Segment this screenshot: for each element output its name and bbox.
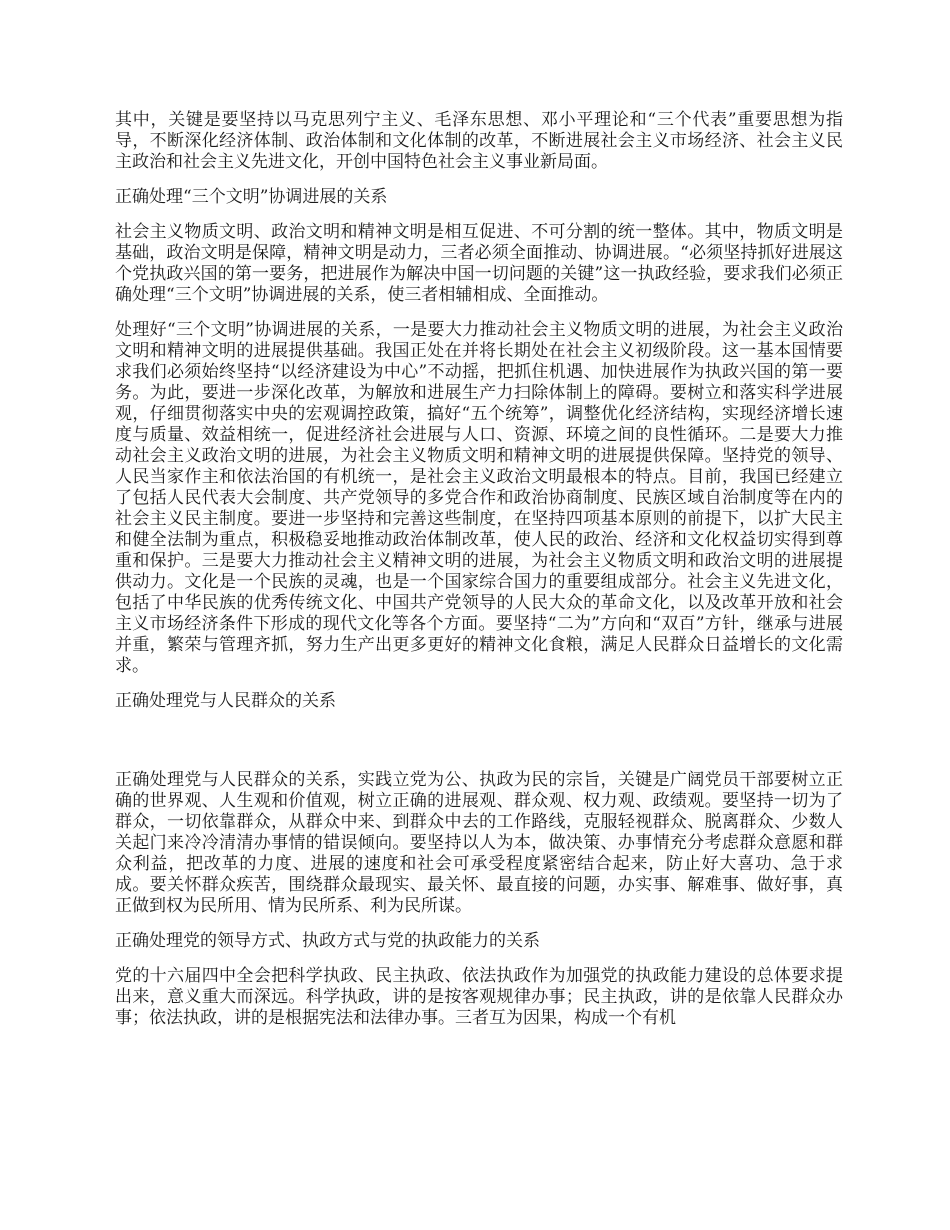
paragraph-party-masses: 正确处理党与人民群众的关系，实践立党为公、执政为民的宗旨，关键是广阔党员干部要树立正确的世界观、人生观和价值观，树立正确的进展观、群众观、权力观、政绩观。要坚持一切为了群众，一切依靠群众，从群众中来、到群众中去的工作路线，克服轻视群众、脱离群众、少数人关起门来冷冷清清办事情的错误倾向。要坚持以人为本，做决策、办事情充分考虑群众意愿和群众利益，把改革的力度、进展的速度和社会可承受程度紧密结合起来，防止好大喜功、急于求成。要关怀群众疾苦，围绕群众最现实、最关怀、最直接的问题，办实事、解难事、做好事，真正做到权为民所用、情为民所系、利为民所谋。 (115, 770, 843, 916)
paragraph-three-civilizations-overview: 社会主义物质文明、政治文明和精神文明是相互促进、不可分割的统一整体。其中，物质文明是基础，政治文明是保障，精神文明是动力，三者必须全面推动、协调进展。“必须坚持抓好进展这个党执政兴国的第一要务，把进展作为解决中国一切问题的关键”这一执政经验，要求我们必须正确处理“三个文明”协调进展的关系，使三者相辅相成、全面推动。 (115, 222, 843, 305)
section-heading-three-civilizations: 正确处理“三个文明”协调进展的关系 (115, 187, 388, 207)
section-heading-governance: 正确处理党的领导方式、执政方式与党的执政能力的关系 (115, 931, 540, 951)
paragraph-governance: 党的十六届四中全会把科学执政、民主执政、依法执政作为加强党的执政能力建设的总体要求提出来，意义重大而深远。科学执政，讲的是按客观规律办事；民主执政，讲的是依靠人民群众办事；依法执政，讲的是根据宪法和法律办事。三者互为因果，构成一个有机 (115, 966, 843, 1028)
document-body (115, 110, 843, 1043)
paragraph-intro: 其中，关键是要坚持以马克思列宁主义、毛泽东思想、邓小平理论和“三个代表”重要思想为指导，不断深化经济体制、政治体制和文化体制的改革，不断进展社会主义市场经济、社会主义民主政治和社会主义先进文化，开创中国特色社会主义事业新局面。 (115, 110, 843, 172)
paragraph-three-civilizations-detail: 处理好“三个文明”协调进展的关系，一是要大力推动社会主义物质文明的进展，为社会主义政治文明和精神文明的进展提供基础。我国正处在并将长期处在社会主义初级阶段。这一基本国情要求我们必须始终坚持“以经济建设为中心”不动摇，把抓住机遇、加快进展作为执政兴国的第一要务。为此，要进一步深化改革，为解放和进展生产力扫除体制上的障碍。要树立和落实科学进展观，仔细贯彻落实中央的宏观调控政策，搞好“五个统筹”，调整优化经济结构，实现经济增长速度与质量、效益相统一，促进经济社会进展与人口、资源、环境之间的良性循环。二是要大力推动社会主义政治文明的进展，为社会主义物质文明和精神文明的进展提供保障。坚持党的领导、人民当家作主和依法治国的有机统一，是社会主义政治文明最根本的特点。目前，我国已经建立了包括人民代表大会制度、共产党领导的多党合作和政治协商制度、民族区域自治制度等在内的社会主义民主制度。要进一步坚持和完善这些制度，在坚持四项基本原则的前提下，以扩大民主和健全法制为重点，积极稳妥地推动政治体制改革，使人民的政治、经济和文化权益切实得到尊重和保护。三是要大力推动社会主义精神文明的进展，为社会主义物质文明和政治文明的进展提供动力。文化是一个民族的灵魂，也是一个国家综合国力的重要组成部分。社会主义先进文化，包括了中华民族的优秀传统文化、中国共产党领导的人民大众的革命文化，以及改革开放和社会主义市场经济条件下形成的现代文化等各个方面。要坚持“二为”方向和“双百”方针，继承与进展并重，繁荣与管理齐抓，努力生产出更多更好的精神文化食粮，满足人民群众日益增长的文化需求。 (115, 320, 843, 676)
blank-gap (115, 726, 843, 770)
section-heading-party-masses: 正确处理党与人民群众的关系 (115, 691, 336, 711)
